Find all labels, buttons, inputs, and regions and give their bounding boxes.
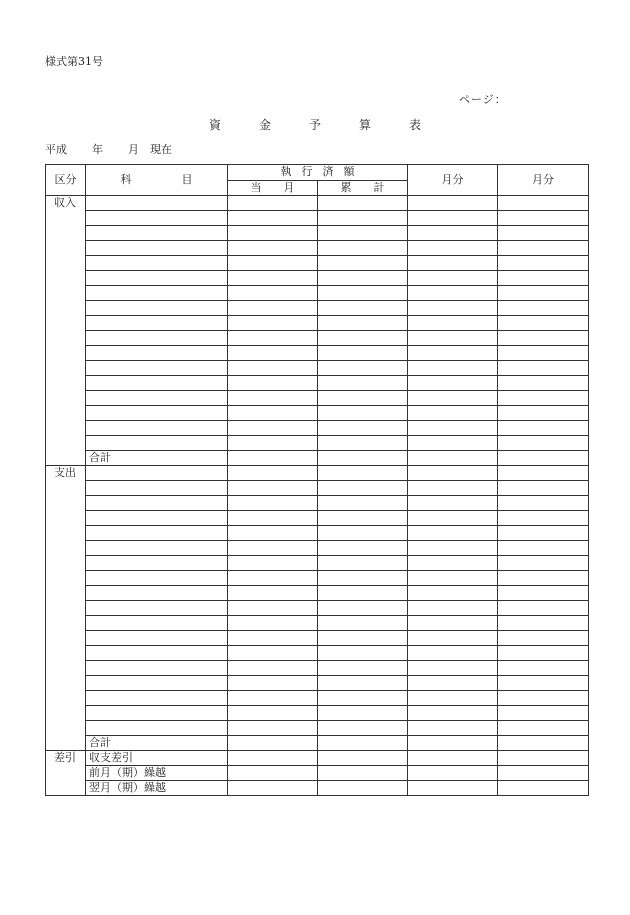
amount-cell <box>228 421 318 436</box>
amount-cell <box>498 211 589 226</box>
title-char: 資 <box>208 118 221 132</box>
amount-cell <box>498 466 589 481</box>
amount-cell <box>498 631 589 646</box>
amount-cell <box>408 676 498 691</box>
balance-row <box>46 781 589 796</box>
amount-cell <box>408 616 498 631</box>
amount-cell <box>228 676 318 691</box>
balance-item-label: 前月（期）繰越 <box>86 766 228 781</box>
income-row <box>46 226 589 241</box>
amount-cell <box>408 481 498 496</box>
amount-cell <box>228 451 318 466</box>
amount-cell <box>498 781 589 796</box>
amount-cell <box>498 691 589 706</box>
amount-cell <box>318 736 408 751</box>
amount-cell <box>228 241 318 256</box>
item-header-char: 科 <box>120 173 132 186</box>
amount-cell <box>498 301 589 316</box>
amount-cell <box>498 346 589 361</box>
expense-row <box>46 691 589 706</box>
amount-cell <box>498 361 589 376</box>
income-row <box>46 361 589 376</box>
item-cell <box>86 601 228 616</box>
amount-cell <box>498 376 589 391</box>
amount-cell <box>498 556 589 571</box>
item-cell <box>86 556 228 571</box>
amount-cell <box>318 466 408 481</box>
amount-cell <box>408 511 498 526</box>
item-cell <box>86 301 228 316</box>
item-cell <box>86 196 228 211</box>
amount-cell <box>318 436 408 451</box>
item-cell <box>86 466 228 481</box>
item-cell <box>86 391 228 406</box>
amount-cell <box>408 721 498 736</box>
amount-cell <box>498 271 589 286</box>
income-total-label: 合計 <box>86 451 228 466</box>
amount-cell <box>408 391 498 406</box>
amount-cell <box>228 391 318 406</box>
item-cell <box>86 361 228 376</box>
amount-cell <box>318 241 408 256</box>
amount-cell <box>498 601 589 616</box>
title-char: 予 <box>308 118 321 132</box>
item-cell <box>86 211 228 226</box>
amount-cell <box>408 271 498 286</box>
item-cell <box>86 316 228 331</box>
amount-cell <box>498 226 589 241</box>
month-col-1-header: 月分 <box>408 165 498 196</box>
amount-cell <box>318 346 408 361</box>
item-cell <box>86 721 228 736</box>
amount-cell <box>318 361 408 376</box>
amount-cell <box>228 781 318 796</box>
amount-cell <box>228 751 318 766</box>
income-row <box>46 286 589 301</box>
division-header: 区分 <box>46 165 86 196</box>
era-label: 平成 <box>45 143 67 156</box>
income-row <box>46 316 589 331</box>
item-cell <box>86 496 228 511</box>
amount-cell <box>498 526 589 541</box>
amount-cell <box>228 646 318 661</box>
amount-cell <box>498 436 589 451</box>
income-row <box>46 271 589 286</box>
amount-cell <box>498 331 589 346</box>
amount-cell <box>318 211 408 226</box>
amount-cell <box>408 571 498 586</box>
amount-cell <box>408 526 498 541</box>
amount-cell <box>408 631 498 646</box>
amount-cell <box>408 361 498 376</box>
amount-cell <box>318 376 408 391</box>
expense-row <box>46 601 589 616</box>
amount-cell <box>498 751 589 766</box>
amount-cell <box>498 766 589 781</box>
amount-cell <box>228 526 318 541</box>
income-row <box>46 256 589 271</box>
amount-cell <box>228 271 318 286</box>
amount-cell <box>408 196 498 211</box>
amount-cell <box>228 706 318 721</box>
amount-cell <box>498 511 589 526</box>
item-cell <box>86 256 228 271</box>
amount-cell <box>228 226 318 241</box>
amount-cell <box>408 316 498 331</box>
title-char: 算 <box>359 118 372 132</box>
amount-cell <box>408 556 498 571</box>
amount-cell <box>408 766 498 781</box>
amount-cell <box>318 511 408 526</box>
amount-cell <box>228 631 318 646</box>
income-row <box>46 376 589 391</box>
expense-category-cell: 支出 <box>46 466 86 751</box>
balance-item-label: 収支差引 <box>86 751 228 766</box>
amount-cell <box>408 346 498 361</box>
amount-cell <box>318 316 408 331</box>
amount-cell <box>318 256 408 271</box>
balance-item-label: 翌月（期）繰越 <box>86 781 228 796</box>
amount-cell <box>228 286 318 301</box>
item-cell <box>86 616 228 631</box>
amount-cell <box>498 496 589 511</box>
amount-cell <box>318 781 408 796</box>
amount-cell <box>228 571 318 586</box>
item-cell <box>86 646 228 661</box>
amount-cell <box>408 226 498 241</box>
amount-cell <box>408 241 498 256</box>
amount-cell <box>408 541 498 556</box>
item-cell <box>86 631 228 646</box>
expense-row <box>46 481 589 496</box>
title-char: 表 <box>409 118 422 132</box>
amount-cell <box>228 361 318 376</box>
amount-cell <box>408 586 498 601</box>
amount-cell <box>408 436 498 451</box>
amount-cell <box>228 211 318 226</box>
title-char: 金 <box>258 118 271 132</box>
amount-cell <box>498 736 589 751</box>
amount-cell <box>408 646 498 661</box>
amount-cell <box>498 616 589 631</box>
current-month-char: 月 <box>283 180 295 194</box>
amount-cell <box>408 301 498 316</box>
amount-cell <box>408 751 498 766</box>
executed-header-char: 済 <box>322 165 334 179</box>
item-cell <box>86 271 228 286</box>
amount-cell <box>228 766 318 781</box>
amount-cell <box>318 721 408 736</box>
amount-cell <box>498 196 589 211</box>
item-cell <box>86 226 228 241</box>
amount-cell <box>498 661 589 676</box>
amount-cell <box>498 586 589 601</box>
year-label: 年 <box>92 143 103 156</box>
income-row <box>46 301 589 316</box>
income-row <box>46 211 589 226</box>
expense-row <box>46 511 589 526</box>
amount-cell <box>408 376 498 391</box>
amount-cell <box>408 286 498 301</box>
amount-cell <box>408 421 498 436</box>
amount-cell <box>318 496 408 511</box>
expense-row <box>46 586 589 601</box>
expense-row <box>46 736 589 751</box>
item-header-char: 目 <box>181 173 193 186</box>
income-row <box>46 451 589 466</box>
income-row <box>46 196 589 211</box>
amount-cell <box>408 451 498 466</box>
amount-cell <box>228 301 318 316</box>
amount-cell <box>228 481 318 496</box>
item-cell <box>86 586 228 601</box>
item-cell <box>86 481 228 496</box>
item-cell <box>86 331 228 346</box>
amount-cell <box>318 421 408 436</box>
amount-cell <box>318 331 408 346</box>
amount-cell <box>318 301 408 316</box>
expense-total-label: 合計 <box>86 736 228 751</box>
amount-cell <box>498 541 589 556</box>
expense-row <box>46 526 589 541</box>
amount-cell <box>498 706 589 721</box>
amount-cell <box>228 661 318 676</box>
item-cell <box>86 406 228 421</box>
item-header <box>86 165 228 196</box>
amount-cell <box>408 691 498 706</box>
month-label: 月 <box>128 143 139 156</box>
amount-cell <box>498 256 589 271</box>
balance-row <box>46 766 589 781</box>
amount-cell <box>228 436 318 451</box>
amount-cell <box>318 706 408 721</box>
item-cell <box>86 421 228 436</box>
item-cell <box>86 676 228 691</box>
amount-cell <box>318 631 408 646</box>
expense-row <box>46 571 589 586</box>
executed-header-char: 執 <box>280 165 292 179</box>
amount-cell <box>228 466 318 481</box>
as-of-date-line <box>45 141 172 157</box>
expense-row <box>46 676 589 691</box>
amount-cell <box>228 406 318 421</box>
item-cell <box>86 241 228 256</box>
amount-cell <box>318 481 408 496</box>
amount-cell <box>408 466 498 481</box>
amount-cell <box>228 721 318 736</box>
item-cell <box>86 286 228 301</box>
amount-cell <box>498 451 589 466</box>
amount-cell <box>408 706 498 721</box>
expense-row <box>46 496 589 511</box>
expense-row <box>46 616 589 631</box>
amount-cell <box>498 421 589 436</box>
amount-cell <box>318 526 408 541</box>
amount-cell <box>318 676 408 691</box>
item-cell <box>86 571 228 586</box>
expense-row <box>46 466 589 481</box>
executed-header-char: 行 <box>301 165 313 179</box>
month-col-2-header: 月分 <box>498 165 589 196</box>
amount-cell <box>498 571 589 586</box>
executed-header-char: 額 <box>343 165 355 179</box>
page-label: ページ： <box>459 93 507 106</box>
amount-cell <box>318 391 408 406</box>
amount-cell <box>408 661 498 676</box>
amount-cell <box>498 481 589 496</box>
amount-cell <box>318 766 408 781</box>
income-row <box>46 241 589 256</box>
amount-cell <box>498 676 589 691</box>
amount-cell <box>408 331 498 346</box>
amount-cell <box>408 256 498 271</box>
item-cell <box>86 346 228 361</box>
amount-cell <box>228 346 318 361</box>
amount-cell <box>318 286 408 301</box>
amount-cell <box>408 601 498 616</box>
item-cell <box>86 706 228 721</box>
amount-cell <box>228 496 318 511</box>
amount-cell <box>498 391 589 406</box>
amount-cell <box>498 406 589 421</box>
budget-table <box>45 164 589 796</box>
amount-cell <box>498 286 589 301</box>
current-month-header <box>228 180 318 196</box>
item-cell <box>86 376 228 391</box>
amount-cell <box>318 571 408 586</box>
genzai-label: 現在 <box>150 143 172 156</box>
cumulative-header <box>318 180 408 196</box>
amount-cell <box>228 586 318 601</box>
amount-cell <box>408 736 498 751</box>
expense-row <box>46 556 589 571</box>
balance-row <box>46 751 589 766</box>
amount-cell <box>228 556 318 571</box>
income-row <box>46 436 589 451</box>
amount-cell <box>318 451 408 466</box>
expense-row <box>46 541 589 556</box>
amount-cell <box>408 496 498 511</box>
income-row <box>46 346 589 361</box>
amount-cell <box>318 586 408 601</box>
amount-cell <box>318 196 408 211</box>
expense-row <box>46 646 589 661</box>
amount-cell <box>318 556 408 571</box>
document-title <box>0 116 630 133</box>
header-row-1 <box>46 165 589 181</box>
amount-cell <box>318 601 408 616</box>
form-number: 様式第31号 <box>45 55 103 68</box>
amount-cell <box>318 616 408 631</box>
amount-cell <box>498 316 589 331</box>
amount-cell <box>318 691 408 706</box>
expense-row <box>46 661 589 676</box>
item-cell <box>86 661 228 676</box>
amount-cell <box>228 601 318 616</box>
item-cell <box>86 526 228 541</box>
amount-cell <box>228 196 318 211</box>
amount-cell <box>498 241 589 256</box>
amount-cell <box>498 721 589 736</box>
amount-cell <box>228 256 318 271</box>
amount-cell <box>228 691 318 706</box>
current-month-char: 当 <box>250 180 262 194</box>
executed-amount-header <box>228 165 408 181</box>
cumulative-char: 計 <box>373 180 385 194</box>
income-row <box>46 406 589 421</box>
amount-cell <box>318 541 408 556</box>
income-row <box>46 331 589 346</box>
amount-cell <box>228 316 318 331</box>
amount-cell <box>228 376 318 391</box>
expense-row <box>46 721 589 736</box>
amount-cell <box>228 511 318 526</box>
cumulative-char: 累 <box>340 180 352 194</box>
income-row <box>46 421 589 436</box>
amount-cell <box>318 661 408 676</box>
amount-cell <box>228 541 318 556</box>
amount-cell <box>228 331 318 346</box>
item-cell <box>86 691 228 706</box>
amount-cell <box>318 751 408 766</box>
amount-cell <box>318 271 408 286</box>
expense-row <box>46 706 589 721</box>
amount-cell <box>318 646 408 661</box>
amount-cell <box>498 646 589 661</box>
expense-row <box>46 631 589 646</box>
balance-category-cell: 差引 <box>46 751 86 796</box>
item-cell <box>86 436 228 451</box>
amount-cell <box>408 211 498 226</box>
income-row <box>46 391 589 406</box>
amount-cell <box>228 736 318 751</box>
amount-cell <box>408 406 498 421</box>
item-cell <box>86 541 228 556</box>
amount-cell <box>228 616 318 631</box>
income-category-cell: 収入 <box>46 196 86 466</box>
amount-cell <box>318 226 408 241</box>
item-cell <box>86 511 228 526</box>
amount-cell <box>318 406 408 421</box>
amount-cell <box>408 781 498 796</box>
